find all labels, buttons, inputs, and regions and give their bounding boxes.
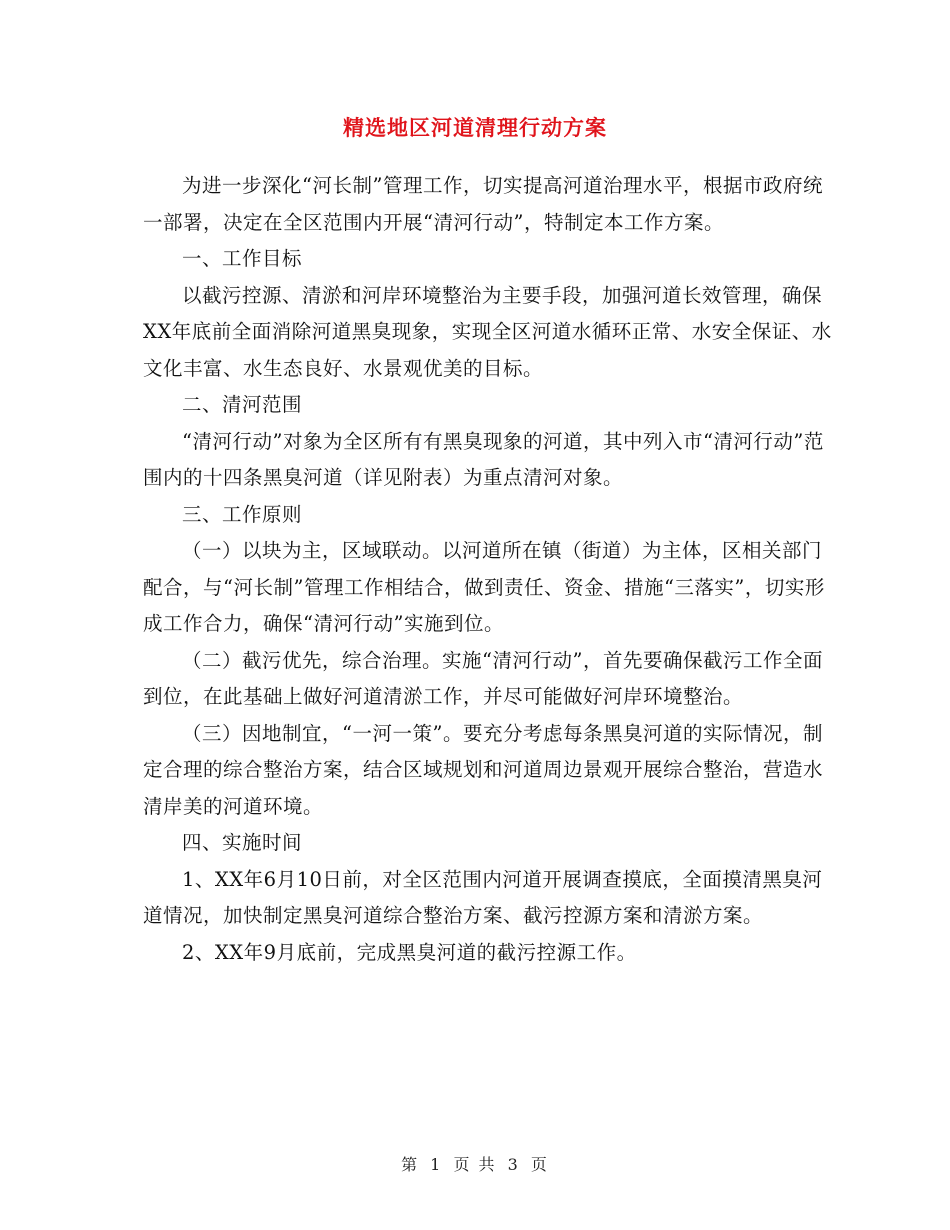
- footer-middle: 页 共: [453, 1155, 497, 1174]
- document-title: 精选地区河道清理行动方案: [343, 115, 607, 140]
- section-heading-scope: 二、清河范围: [182, 393, 303, 416]
- document-body: [143, 168, 833, 971]
- footer-suffix: 页: [530, 1155, 549, 1174]
- intro-paragraph: 为进一步深化“河长制”管理工作，切实提高河道治理水平，根据市政府统一部署，决定在全区范围内开展“清河行动”，特制定本工作方案。: [143, 174, 823, 234]
- page-footer: [0, 1152, 950, 1175]
- footer-total-pages: 3: [507, 1155, 520, 1174]
- goals-paragraph: 以截污控源、清淤和河岸环境整治为主要手段，加强河道长效管理，确保XX年底前全面消除河道黑臭现象，实现全区河道水循环正常、水安全保证、水文化丰富、水生态良好、水景观优美的目标。: [143, 283, 832, 380]
- principle-3-paragraph: （三）因地制宜，“一河一策”。要充分考虑每条黑臭河道的实际情况，制定合理的综合整治方案，结合区域规划和河道周边景观开展综合整治，营造水清岸美的河道环境。: [143, 721, 824, 818]
- scope-paragraph: “清河行动”对象为全区所有有黑臭现象的河道，其中列入市“清河行动”范围内的十四条黑臭河道（详见附表）为重点清河对象。: [143, 429, 824, 489]
- principle-1-paragraph: （一）以块为主，区域联动。以河道所在镇（街道）为主体，区相关部门配合，与“河长制”管理工作相结合，做到责任、资金、措施“三落实”，切实形成工作合力，确保“清河行动”实施到位。: [143, 539, 825, 635]
- footer-page-number: 1: [430, 1155, 443, 1174]
- schedule-item-1: 1、XX年6月10日前，对全区范围内河道开展调查摸底，全面摸清黑臭河道情况，加快制定黑臭河道综合整治方案、截污控源方案和清淤方案。: [143, 867, 823, 927]
- section-heading-schedule: 四、实施时间: [182, 831, 303, 854]
- footer-prefix: 第: [401, 1155, 420, 1174]
- section-heading-goals: 一、工作目标: [182, 247, 303, 270]
- principle-2-paragraph: （二）截污优先，综合治理。实施“清河行动”，首先要确保截污工作全面到位，在此基础上做好河道清淤工作，并尽可能做好河岸环境整治。: [143, 648, 823, 708]
- schedule-item-2: 2、XX年9月底前，完成黑臭河道的截污控源工作。: [182, 940, 637, 964]
- section-heading-principles: 三、工作原则: [182, 502, 303, 526]
